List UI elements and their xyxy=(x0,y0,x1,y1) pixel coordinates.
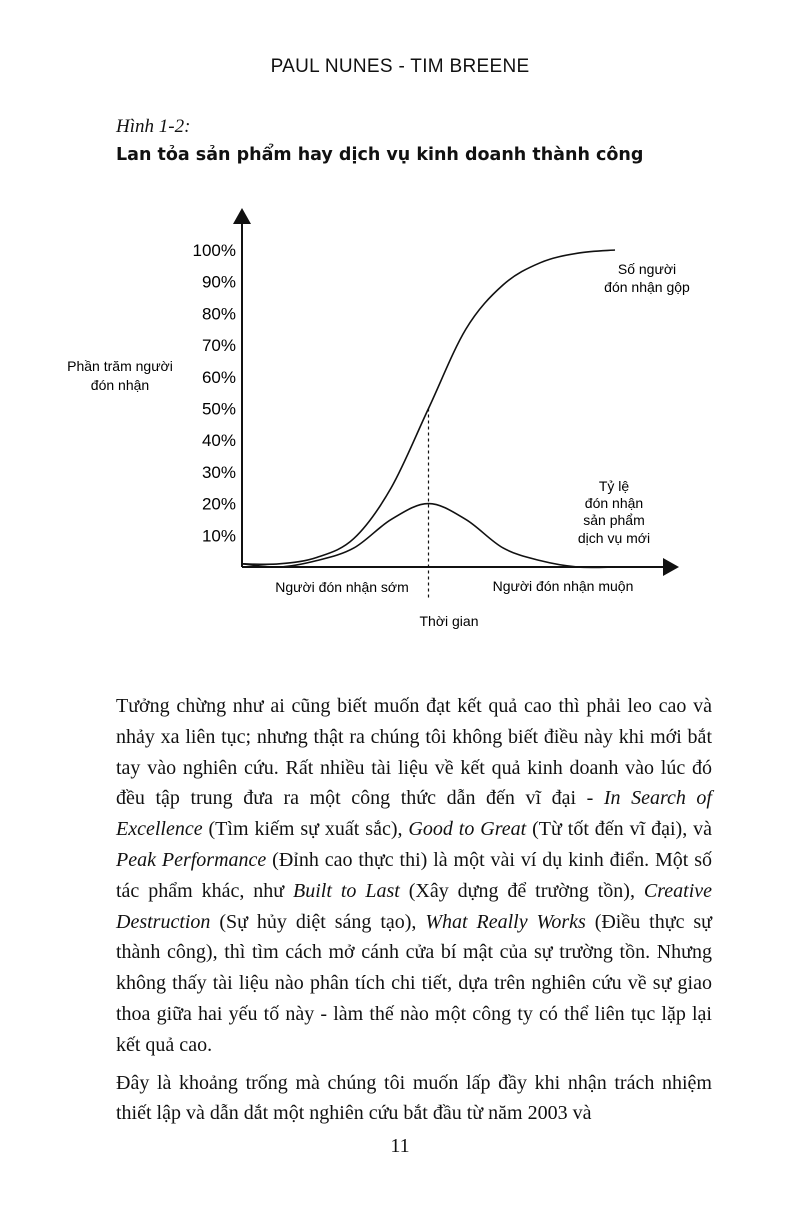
x-segment-label-late: Người đón nhận muộn xyxy=(492,578,634,594)
figure-title: Lan tỏa sản phẩm hay dịch vụ kinh doanh thành công xyxy=(116,145,644,165)
page-number: 11 xyxy=(390,1135,410,1157)
series-label-cumulative: đón nhận gộp xyxy=(604,279,690,295)
text-run: (Đỉnh cao thực thi) là một vài ví dụ kinh điển. Một số tác phẩm khác, như xyxy=(116,848,712,902)
paragraph-1 xyxy=(116,691,712,1061)
book-title: Built to Last xyxy=(293,879,400,902)
book-title: What Really Works xyxy=(425,910,586,933)
running-header: PAUL NUNES - TIM BREENE xyxy=(270,56,530,77)
y-axis-label: Phần trăm người xyxy=(67,358,173,374)
y-axis-label: đón nhận xyxy=(90,377,150,393)
text-run: (Điều thực sự thành công), thì tìm cách mở cánh cửa bí mật của sự trường tồn. Nhưng không thấy tài liệu nào phân tích chi tiết, dựa trên nghiên cứu về sự giao thoa giữa hai yếu tố này - làm thế nào một công ty có thể liên tục lặp lại kết quả cao. xyxy=(116,910,712,1056)
y-axis-arrow xyxy=(233,208,251,224)
y-tick-label: 10% xyxy=(201,526,236,546)
series-label-rate: dịch vụ mới xyxy=(577,530,651,546)
text-run: (Tìm kiếm sự xuất sắc), xyxy=(202,818,409,841)
body-text xyxy=(116,691,712,1129)
text-run: Tưởng chừng như ai cũng biết muốn đạt kết quả cao thì phải leo cao và nhảy xa liên tục; nhưng thật ra chúng tôi không biết điều này khi mới bắt tay vào nghiên cứu. Rất nhiều tài liệu về kết quả kinh doanh vào lúc đó đều tập trung đưa ra một công thức dẫn đến vĩ đại - xyxy=(116,695,712,810)
book-title: In Search of Excellence xyxy=(116,787,712,841)
y-tick-label: 70% xyxy=(201,336,236,356)
book-title: Peak Performance xyxy=(116,848,267,871)
y-tick-label: 40% xyxy=(201,431,236,451)
text-run: (Từ tốt đến vĩ đại), và xyxy=(526,818,712,841)
series-label-rate: đón nhận xyxy=(584,495,644,511)
text-run: (Sự hủy diệt sáng tạo), xyxy=(210,910,426,933)
text-run: (Xây dựng để trường tồn), xyxy=(399,879,644,902)
y-tick-label: 80% xyxy=(201,304,236,324)
x-axis-label: Thời gian xyxy=(419,613,479,629)
paragraph-2: Đây là khoảng trống mà chúng tôi muốn lấp đầy khi nhận trách nhiệm thiết lập và dẫn dắt một nghiên cứu bắt đầu từ năm 2003 và xyxy=(116,1071,712,1125)
y-tick-label: 20% xyxy=(201,494,236,514)
series-label-rate: sản phẩm xyxy=(583,512,645,528)
figure-label: Hình 1-2: xyxy=(116,116,191,137)
series-label-cumulative: Số người xyxy=(617,261,677,277)
x-axis-arrow xyxy=(663,558,679,576)
y-tick-label: 30% xyxy=(201,462,236,482)
y-tick-label: 90% xyxy=(201,272,236,292)
y-tick-label: 50% xyxy=(201,399,236,419)
x-segment-label-early: Người đón nhận sớm xyxy=(275,579,409,595)
y-tick-label: 60% xyxy=(201,367,236,387)
y-tick-label: 100% xyxy=(192,241,236,260)
book-title: Creative Destruction xyxy=(116,879,713,933)
series-label-rate: Tỷ lệ xyxy=(598,478,630,494)
book-title: Good to Great xyxy=(408,818,527,841)
